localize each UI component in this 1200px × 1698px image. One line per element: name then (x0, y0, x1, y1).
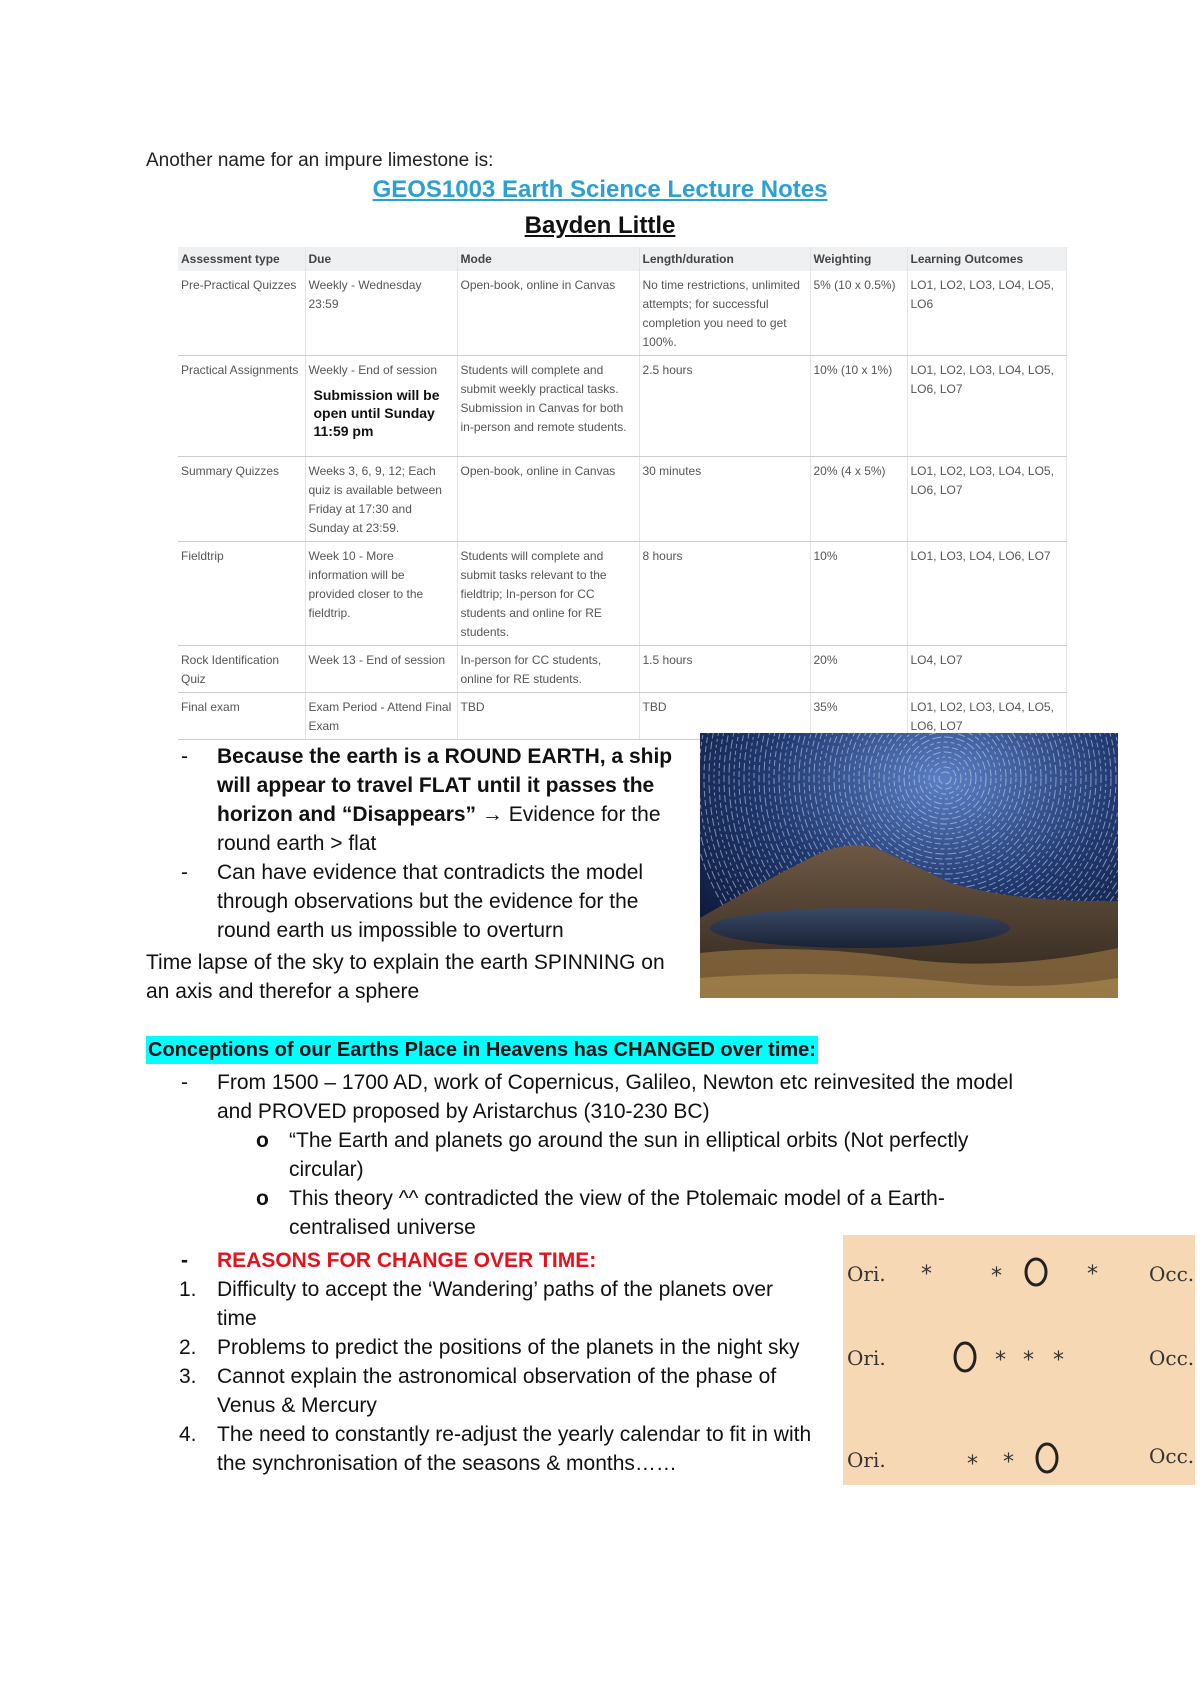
table-header: Assessment type (178, 247, 305, 271)
table-header: Weighting (810, 247, 907, 271)
table-cell: Fieldtrip (178, 542, 305, 646)
table-header-row (178, 247, 1066, 271)
table-cell: Students will complete and submit tasks relevant to the fieldtrip; In-person for CC students and online for RE students. (457, 542, 639, 646)
ptolemaic-text: This theory ^^ contradicted the view of the Ptolemaic model of a Earth-centralised universe (289, 1187, 945, 1239)
table-cell: 30 minutes (639, 457, 810, 542)
star-icon: * (967, 1452, 978, 1477)
list-item (179, 1362, 817, 1420)
list-item (179, 1420, 817, 1478)
table-cell: Weekly - Wednesday 23:59 (305, 271, 457, 356)
table-cell: Practical Assignments (178, 356, 305, 457)
star-icon: * (991, 1264, 1002, 1289)
table-cell: No time restrictions, unlimited attempts; for successful completion you need to get 100%. (639, 271, 810, 356)
author-name: Bayden Little (524, 212, 676, 239)
page-title[interactable]: GEOS1003 Earth Science Lecture Notes (372, 176, 828, 203)
table-cell: Summary Quizzes (178, 457, 305, 542)
table-cell: 10% (810, 542, 907, 646)
sub-list-item (256, 1126, 1017, 1184)
table-cell: LO1, LO3, LO4, LO6, LO7 (907, 542, 1066, 646)
sketch-label-occ: Occ. (1149, 1346, 1195, 1370)
sketch-label-occ: Occ. (1149, 1444, 1195, 1468)
table-cell: Exam Period - Attend Final Exam (305, 693, 457, 740)
list-item (179, 1333, 817, 1362)
table-header: Due (305, 247, 457, 271)
reason-text: Cannot explain the astronomical observation of the phase of Venus & Mercury (217, 1365, 777, 1417)
reason-text: Difficulty to accept the ‘Wandering’ paths of the planets over time (217, 1278, 774, 1330)
list-item (181, 1068, 1017, 1242)
dash-marker: - (181, 745, 188, 768)
table-cell: Students will complete and submit weekly practical tasks. Submission in Canvas for both in-person and remote students. (457, 356, 639, 457)
due-text: Weekly - End of session (308, 363, 438, 377)
table-cell: Week 13 - End of session (305, 646, 457, 693)
reasons-list (179, 1275, 817, 1478)
table-cell: 20% (810, 646, 907, 693)
table-cell: LO4, LO7 (907, 646, 1066, 693)
round-earth-notes (181, 742, 687, 945)
reason-text: Problems to predict the positions of the planets in the night sky (217, 1336, 800, 1359)
intro-text: Another name for an impure limestone is: (146, 150, 494, 171)
table-row (178, 646, 1066, 693)
table-row (178, 356, 1066, 457)
list-item (181, 742, 687, 858)
sketch-label-occ: Occ. (1149, 1262, 1195, 1286)
table-cell: 8 hours (639, 542, 810, 646)
star-icon: * (1003, 1450, 1014, 1475)
table-row (178, 542, 1066, 646)
dash-marker: - (181, 861, 188, 884)
table-cell: LO1, LO2, LO3, LO4, LO5, LO6, LO7 (907, 693, 1066, 740)
galileo-observation-sketch (843, 1235, 1195, 1485)
timelapse-text: Time lapse of the sky to explain the earth SPINNING on an axis and therefor a sphere (146, 951, 665, 1003)
table-header: Mode (457, 247, 639, 271)
table-cell: Weeks 3, 6, 9, 12; Each quiz is available between Friday at 17:30 and Sunday at 23:59. (305, 457, 457, 542)
list-number: 3. (179, 1365, 197, 1388)
reasons-heading: REASONS FOR CHANGE OVER TIME: (217, 1249, 597, 1272)
table-cell: In-person for CC students, online for RE students. (457, 646, 639, 693)
table-cell: TBD (639, 693, 810, 740)
table-cell: 5% (10 x 0.5%) (810, 271, 907, 356)
round-earth-bold-text: Because the earth is a ROUND EARTH, a ship will appear to travel FLAT until it passes the horizon and “Disappears” (217, 745, 673, 826)
round-earth-evidence-text: Evidence for the round earth > flat (217, 803, 661, 855)
sketch-label-ori: Ori. (847, 1346, 886, 1370)
table-cell: LO1, LO2, LO3, LO4, LO5, LO6, LO7 (907, 356, 1066, 457)
list-number: 1. (179, 1278, 197, 1301)
table-cell: Open-book, online in Canvas (457, 271, 639, 356)
star-icon: * (1087, 1262, 1098, 1287)
table-cell: 1.5 hours (639, 646, 810, 693)
table-cell (305, 356, 457, 457)
star-icon: * (921, 1262, 932, 1287)
table-cell: 20% (4 x 5%) (810, 457, 907, 542)
circle-bullet-icon: o (256, 1187, 269, 1210)
copernicus-text: From 1500 – 1700 AD, work of Copernicus, Galileo, Newton etc reinvesited the model and PROVED proposed by Aristarchus (310-230 BC) (217, 1071, 1014, 1123)
table-cell: TBD (457, 693, 639, 740)
star-trails-photo (700, 733, 1118, 998)
dash-marker: - (181, 1071, 188, 1094)
contradiction-text: Can have evidence that contradicts the model through observations but the evidence for the round earth us impossible to overturn (217, 861, 644, 942)
dash-marker: - (181, 1249, 188, 1272)
assessment-table (178, 247, 1067, 740)
submission-note: Submission will be open until Sunday 11:59 pm (313, 387, 440, 439)
list-item (181, 858, 687, 945)
arrow-right-icon: → (481, 803, 503, 826)
table-cell: Week 10 - More information will be provided closer to the fieldtrip. (305, 542, 457, 646)
circle-bullet-icon: o (256, 1129, 269, 1152)
table-cell: Final exam (178, 693, 305, 740)
reason-text: The need to constantly re-adjust the yearly calendar to fit in with the synchronisation of the seasons & months…… (217, 1423, 812, 1475)
table-cell: 35% (810, 693, 907, 740)
table-cell: Open-book, online in Canvas (457, 457, 639, 542)
section-heading: Conceptions of our Earths Place in Heavens has CHANGED over time: (146, 1036, 818, 1064)
list-item (179, 1275, 817, 1333)
table-header: Length/duration (639, 247, 810, 271)
table-cell: 10% (10 x 1%) (810, 356, 907, 457)
table-row (178, 457, 1066, 542)
table-cell: LO1, LO2, LO3, LO4, LO5, LO6 (907, 271, 1066, 356)
sketch-label-ori: Ori. (847, 1262, 886, 1286)
list-number: 2. (179, 1336, 197, 1359)
table-cell: LO1, LO2, LO3, LO4, LO5, LO6, LO7 (907, 457, 1066, 542)
star-icon: * (995, 1348, 1006, 1373)
sketch-label-ori: Ori. (847, 1448, 886, 1472)
table-cell: 2.5 hours (639, 356, 810, 457)
list-number: 4. (179, 1423, 197, 1446)
elliptical-orbits-text: “The Earth and planets go around the sun in elliptical orbits (Not perfectly circular) (289, 1129, 969, 1181)
table-cell: Pre-Practical Quizzes (178, 271, 305, 356)
sub-list-item (256, 1184, 1017, 1242)
table-row (178, 271, 1066, 356)
star-icon: * (1053, 1348, 1064, 1373)
star-icon: * (1023, 1348, 1034, 1373)
table-header: Learning Outcomes (907, 247, 1066, 271)
table-cell: Rock Identification Quiz (178, 646, 305, 693)
conceptions-list (181, 1068, 1017, 1242)
